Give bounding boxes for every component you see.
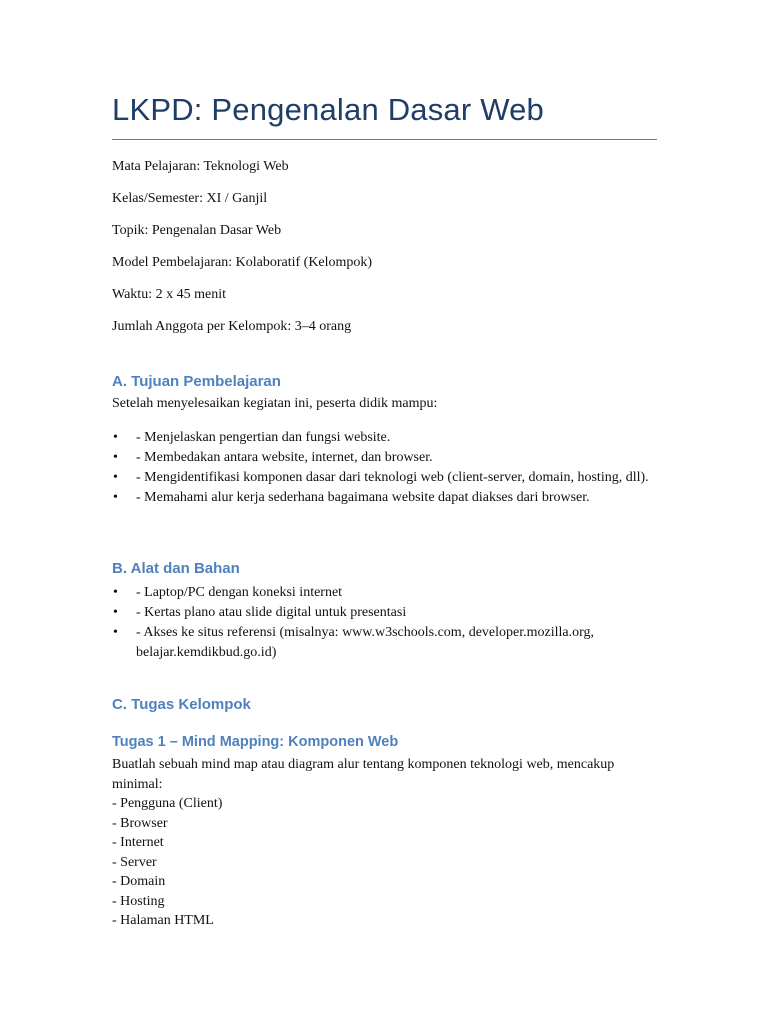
list-item-text: - Kertas plano atau slide digital untuk presentasi [136, 605, 407, 620]
section-a-list [112, 428, 657, 508]
list-item: - Internet [112, 835, 164, 850]
meta-duration: Waktu: 2 x 45 menit [112, 287, 226, 302]
section-b-list [112, 583, 657, 663]
section-a-heading: A. Tujuan Pembelajaran [112, 373, 281, 390]
task-1-body [112, 755, 657, 931]
list-item [112, 448, 657, 468]
list-item [112, 428, 657, 448]
list-item: - Pengguna (Client) [112, 796, 223, 811]
list-item: - Hosting [112, 893, 165, 909]
task-1-intro-line-2: minimal: [112, 776, 163, 792]
bullet-glyph: • [113, 585, 118, 600]
bullet-glyph: • [113, 490, 118, 505]
list-item [112, 583, 657, 603]
meta-subject: Mata Pelajaran: Teknologi Web [112, 159, 289, 174]
task-1-intro-line-1: Buatlah sebuah mind map atau diagram alur tentang komponen teknologi web, mencakup [112, 757, 615, 772]
bullet-glyph: • [113, 450, 118, 465]
bullet-glyph: • [113, 625, 118, 640]
document-title: LKPD: Pengenalan Dasar Web [112, 92, 544, 127]
list-item: - Domain [112, 874, 166, 889]
list-item-text: - Memahami alur kerja sederhana bagaimana website dapat diakses dari browser. [136, 490, 590, 505]
list-item [112, 488, 657, 508]
bullet-glyph: • [113, 430, 118, 445]
list-item-text: - Membedakan antara website, internet, dan browser. [136, 450, 433, 465]
task-1-heading: Tugas 1 – Mind Mapping: Komponen Web [112, 734, 399, 750]
list-item-text: - Mengidentifikasi komponen dasar dari teknologi web (client-server, domain, hosting, dll). [136, 470, 649, 485]
meta-learning-model: Model Pembelajaran: Kolaboratif (Kelompok) [112, 255, 373, 270]
list-item: - Halaman HTML [112, 913, 214, 928]
list-item: - Browser [112, 815, 168, 831]
section-c-heading: C. Tugas Kelompok [112, 696, 251, 713]
list-item: - Server [112, 854, 157, 870]
list-item [112, 468, 657, 488]
meta-group-size: Jumlah Anggota per Kelompok: 3–4 orang [112, 319, 352, 334]
bullet-glyph: • [113, 470, 118, 485]
list-item-text: - Akses ke situs referensi (misalnya: www.w3schools.com, developer.mozilla.org, belajar.kemdikbud.go.id) [136, 625, 595, 660]
bullet-glyph: • [113, 605, 118, 620]
list-item [112, 623, 657, 663]
section-a-intro: Setelah menyelesaikan kegiatan ini, peserta didik mampu: [112, 396, 438, 411]
list-item-text: - Laptop/PC dengan koneksi internet [136, 585, 343, 600]
section-b-heading: B. Alat dan Bahan [112, 560, 240, 577]
list-item-text: - Menjelaskan pengertian dan fungsi website. [136, 430, 391, 445]
title-underline [112, 139, 657, 140]
list-item [112, 603, 657, 623]
meta-class-semester: Kelas/Semester: XI / Ganjil [112, 191, 268, 206]
meta-topic: Topik: Pengenalan Dasar Web [112, 223, 282, 238]
